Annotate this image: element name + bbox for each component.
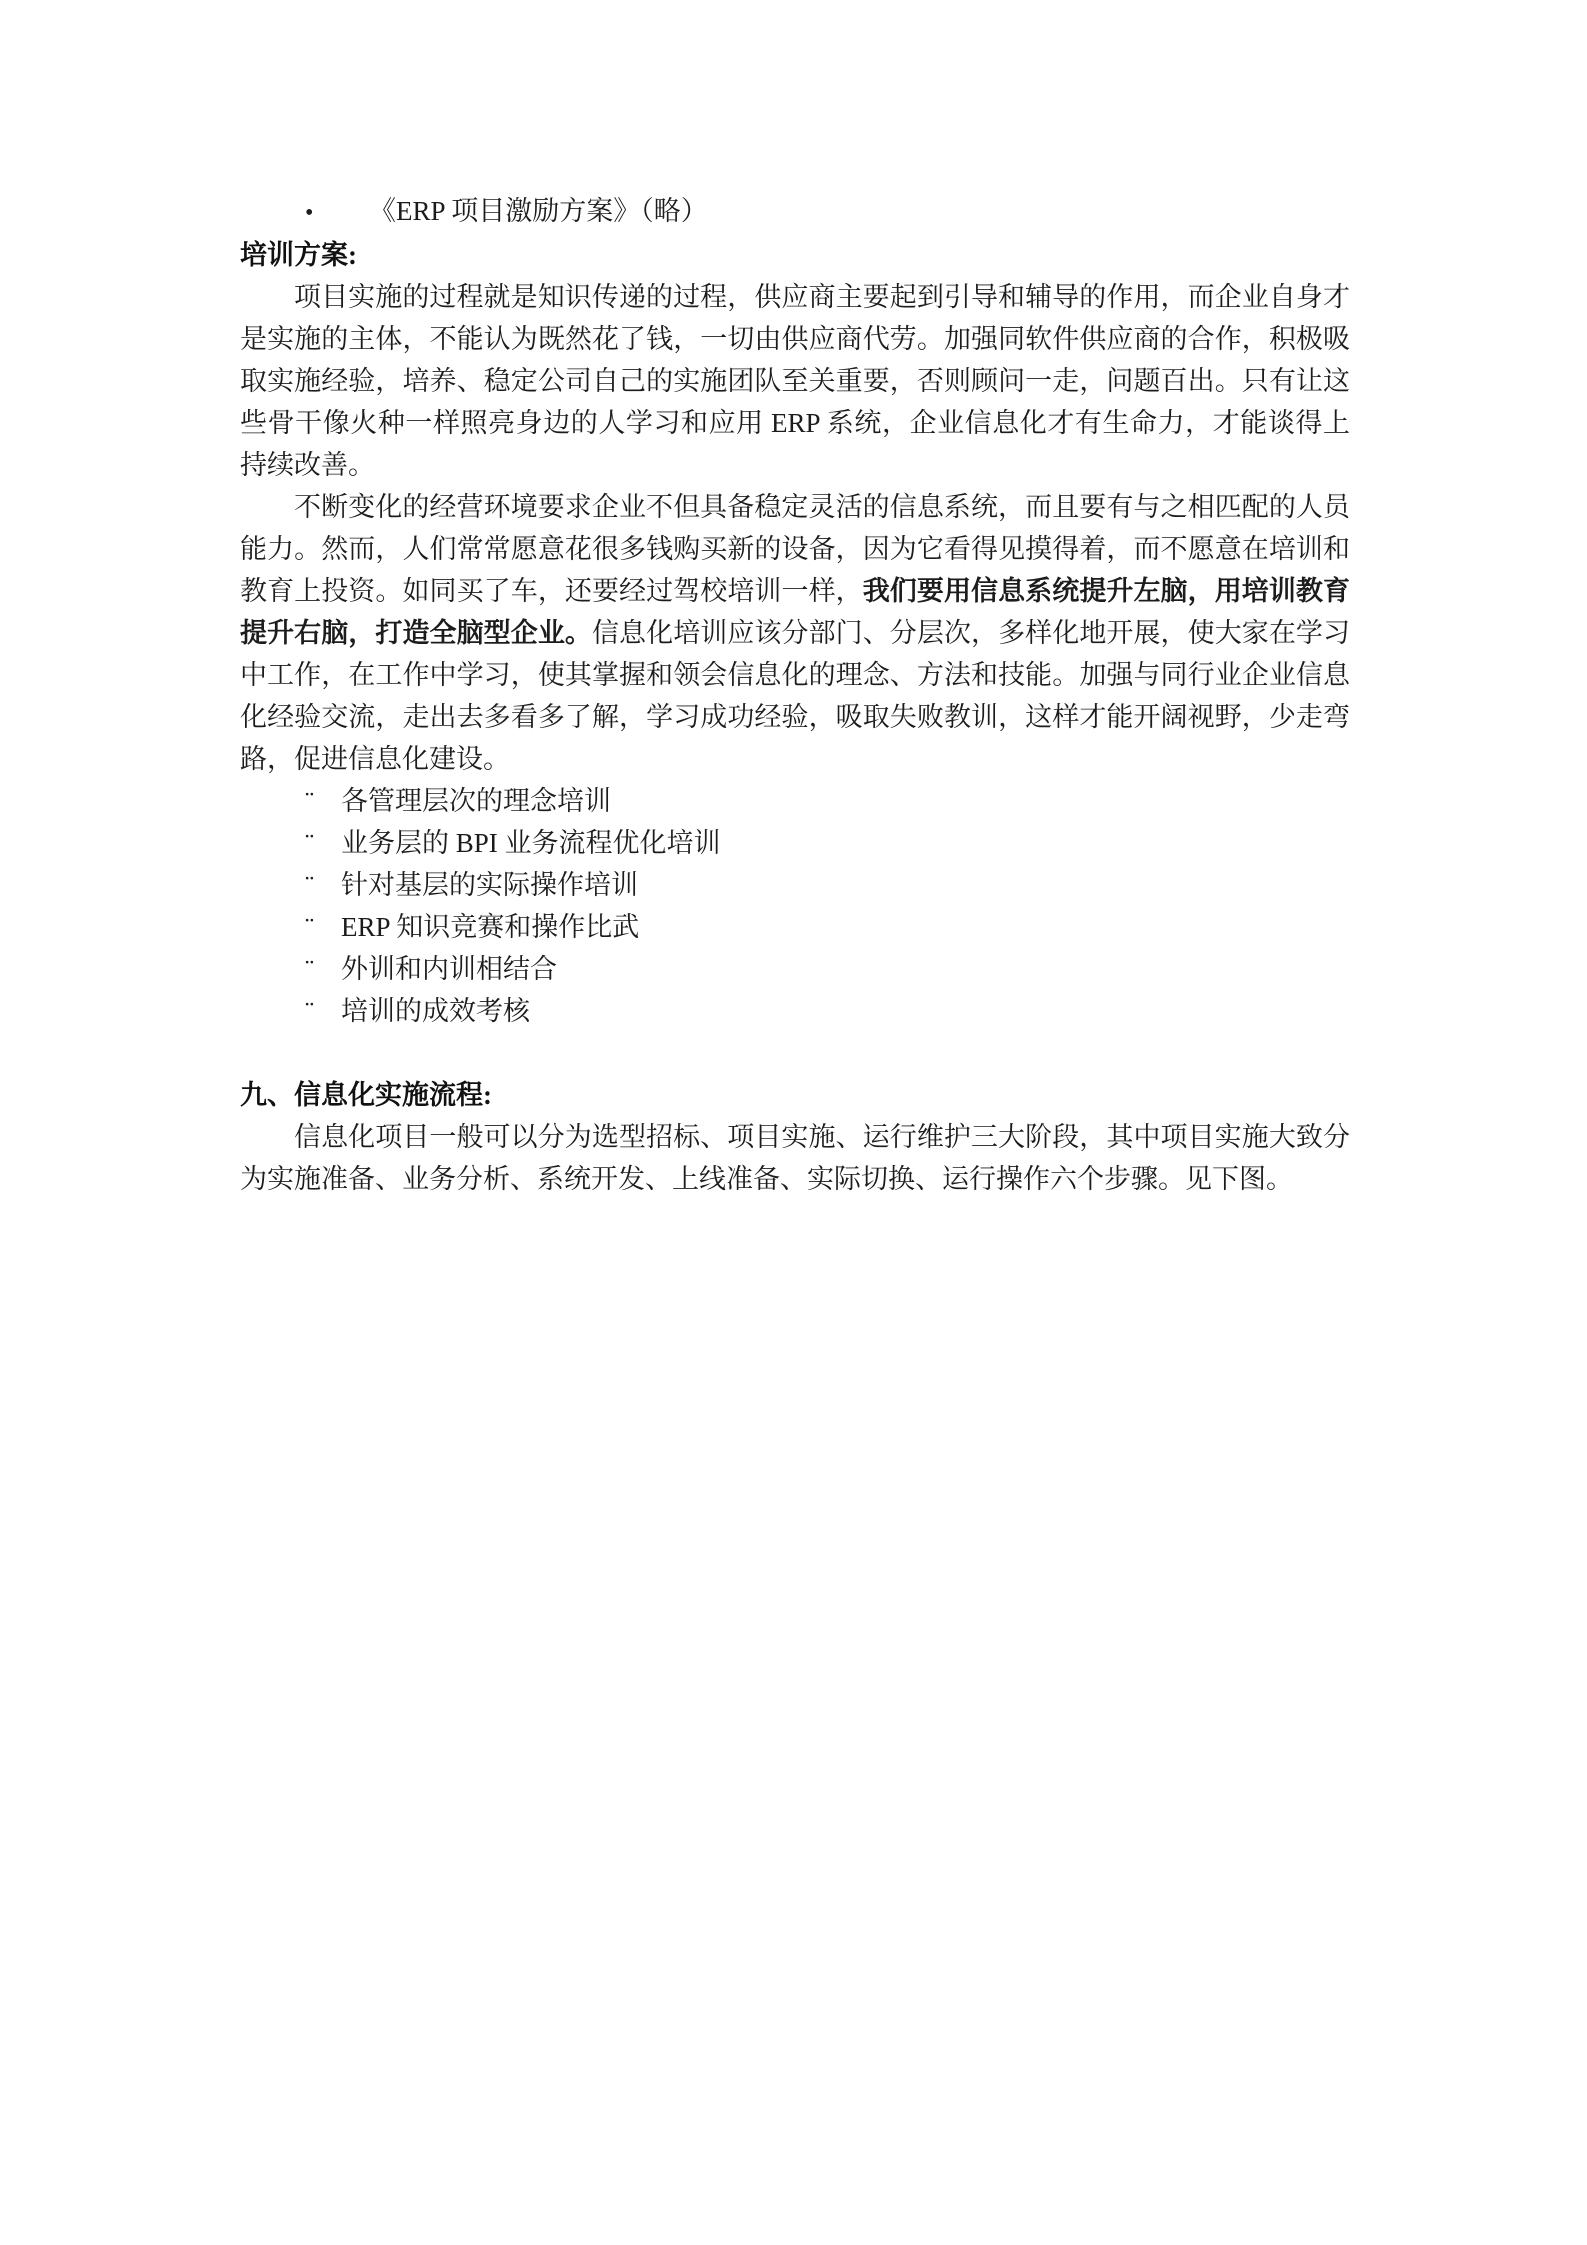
- spacer-line: [240, 1032, 1350, 1074]
- heading-section-nine: 九、信息化实施流程:: [240, 1080, 492, 1110]
- list-item: [240, 864, 1350, 906]
- list-marker-icon: ¨: [305, 828, 314, 858]
- list-marker-icon: ¨: [305, 870, 314, 900]
- training-list: [240, 780, 1350, 1032]
- list-item: [240, 822, 1350, 864]
- list-item-text: 业务层的 BPI 业务流程优化培训: [341, 828, 721, 858]
- list-item: [240, 780, 1350, 822]
- list-item-text: 针对基层的实际操作培训: [341, 870, 638, 900]
- bullet-item-text: 《ERP 项目激励方案》（略）: [369, 196, 708, 226]
- paragraph-training-1: 项目实施的过程就是知识传递的过程，供应商主要起到引导和辅导的作用，而企业自身才是实施的主体，不能认为既然花了钱，一切由供应商代劳。加强同软件供应商的合作，积极吸取实施经验，培养、稳定公司自己的实施团队至关重要，否则顾问一走，问题百出。只有让这些骨干像火种一样照亮身边的人学习和应用 ERP 系统，企业信息化才有生命力，才能谈得上持续改善。: [240, 282, 1350, 480]
- list-marker-icon: ¨: [305, 954, 314, 984]
- list-item-text: 培训的成效考核: [341, 996, 530, 1026]
- list-item: [240, 990, 1350, 1032]
- paragraph-training-2-bold: 我们要用信息系统提升左脑，用培训教育提升右脑，打造全脑型企业。: [240, 576, 1351, 648]
- list-marker-icon: ¨: [305, 912, 314, 942]
- list-item-text: ERP 知识竞赛和操作比武: [341, 912, 640, 942]
- heading-training-plan: 培训方案:: [240, 240, 357, 270]
- bullet-icon: •: [305, 200, 314, 226]
- list-marker-icon: ¨: [305, 996, 314, 1026]
- bullet-item: [240, 190, 1350, 234]
- list-item: [240, 906, 1350, 948]
- paragraph-training-2-lead: 不断变化的经营环境要求企业不但具备稳定灵活的信息系统，而且要有与之相匹配的人员能力。然而，人们常常愿意花很多钱购买新的设备，因为它看得见摸得着，而不愿意在培训和教育上投资。如同买了车，还要经过驾校培训一样，: [240, 492, 1350, 606]
- list-item-text: 外训和内训相结合: [341, 954, 557, 984]
- paragraph-training-2: [240, 486, 1350, 780]
- list-item: [240, 948, 1350, 990]
- document-content: [240, 190, 1350, 1200]
- list-item-text: 各管理层次的理念培训: [341, 786, 611, 816]
- paragraph-training-2-tail: 信息化培训应该分部门、分层次，多样化地开展，使大家在学习中工作，在工作中学习，使其掌握和领会信息化的理念、方法和技能。加强与同行业企业信息化经验交流，走出去多看多了解，学习成功经验，吸取失败教训，这样才能开阔视野，少走弯路，促进信息化建设。: [240, 618, 1351, 774]
- list-marker-icon: ¨: [305, 786, 314, 816]
- paragraph-implementation-process: 信息化项目一般可以分为选型招标、项目实施、运行维护三大阶段，其中项目实施大致分为实施准备、业务分析、系统开发、上线准备、实际切换、运行操作六个步骤。见下图。: [240, 1122, 1350, 1194]
